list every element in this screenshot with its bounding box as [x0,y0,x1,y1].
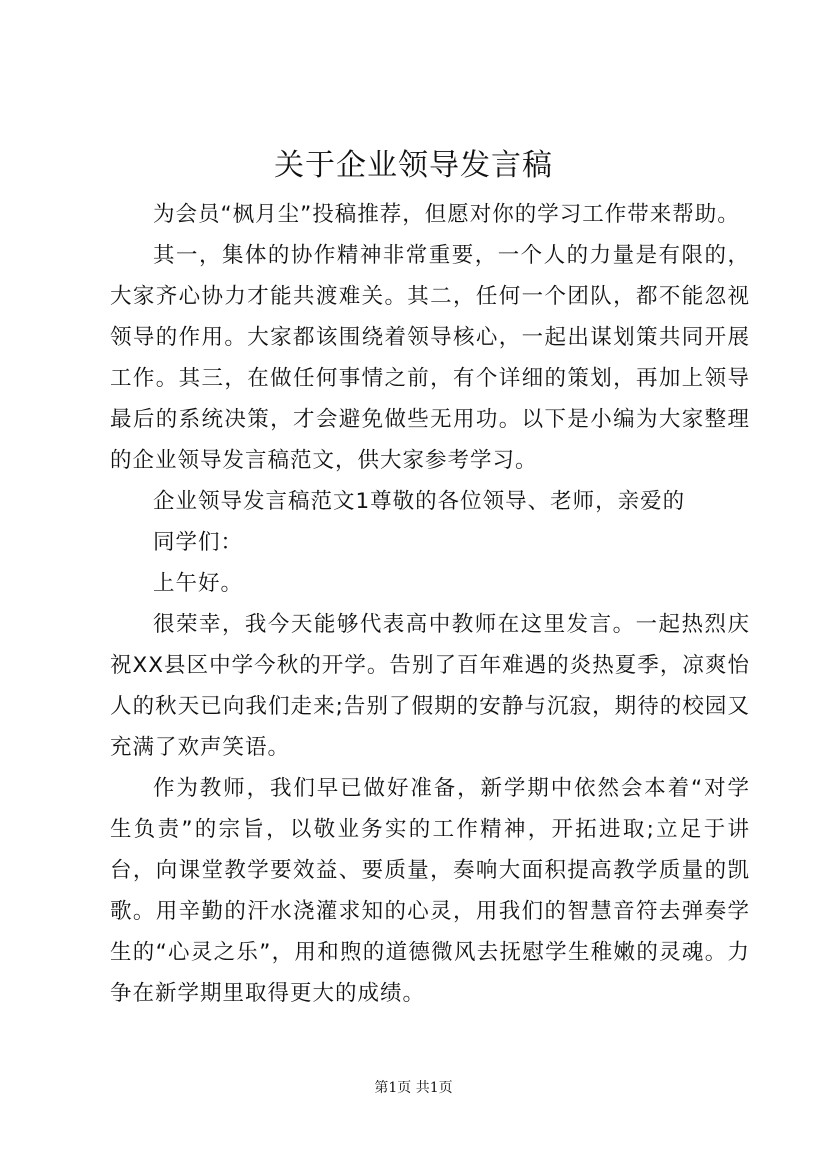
paragraph-points: 其一，集体的协作精神非常重要，一个人的力量是有限的，大家齐心协力才能共渡难关。其二，任何一个团队，都不能忽视领导的作用。大家都该围绕着领导核心，一起出谋划策共同开展工作。其三，在做任何事情之前，有个详细的策划，再加上领导最后的系统决策，才会避免做些无用功。以下是小编为大家整理的企业领导发言稿范文，供大家参考学习。 [110,243,750,473]
paragraph-greeting: 上午好。 [153,571,244,596]
document-body [110,194,750,1014]
document-title: 关于企业领导发言稿 [274,148,553,183]
paragraph-opening: 很荣幸，我今天能够代表高中教师在这里发言。一起热烈庆祝XX县区中学今秋的开学。告别了百年难遇的炎热夏季，凉爽怡人的秋天已向我们走来;告别了假期的安静与沉寂，期待的校园又充满了欢声笑语。 [110,612,750,760]
paragraph-teachers: 作为教师，我们早已做好准备，新学期中依然会本着“对学生负责”的宗旨，以敬业务实的工作精神，开拓进取;立足于讲台，向课堂教学要效益、要质量，奏响大面积提高教学质量的凯歌。用辛勤的汗水浇灌求知的心灵，用我们的智慧音符去弹奏学生的“心灵之乐”，用和煦的道德微风去抚慰学生稚嫩的灵魂。力争在新学期里取得更大的成绩。 [110,776,750,1006]
page-footer: 第1页 共1页 [374,1080,453,1096]
paragraph-sample-heading: 企业领导发言稿范文1尊敬的各位领导、老师，亲爱的 [153,489,686,514]
paragraph-intro: 为会员“枫月尘”投稿推荐，但愿对你的学习工作带来帮助。 [153,202,740,227]
paragraph-salutation: 同学们： [153,530,244,555]
